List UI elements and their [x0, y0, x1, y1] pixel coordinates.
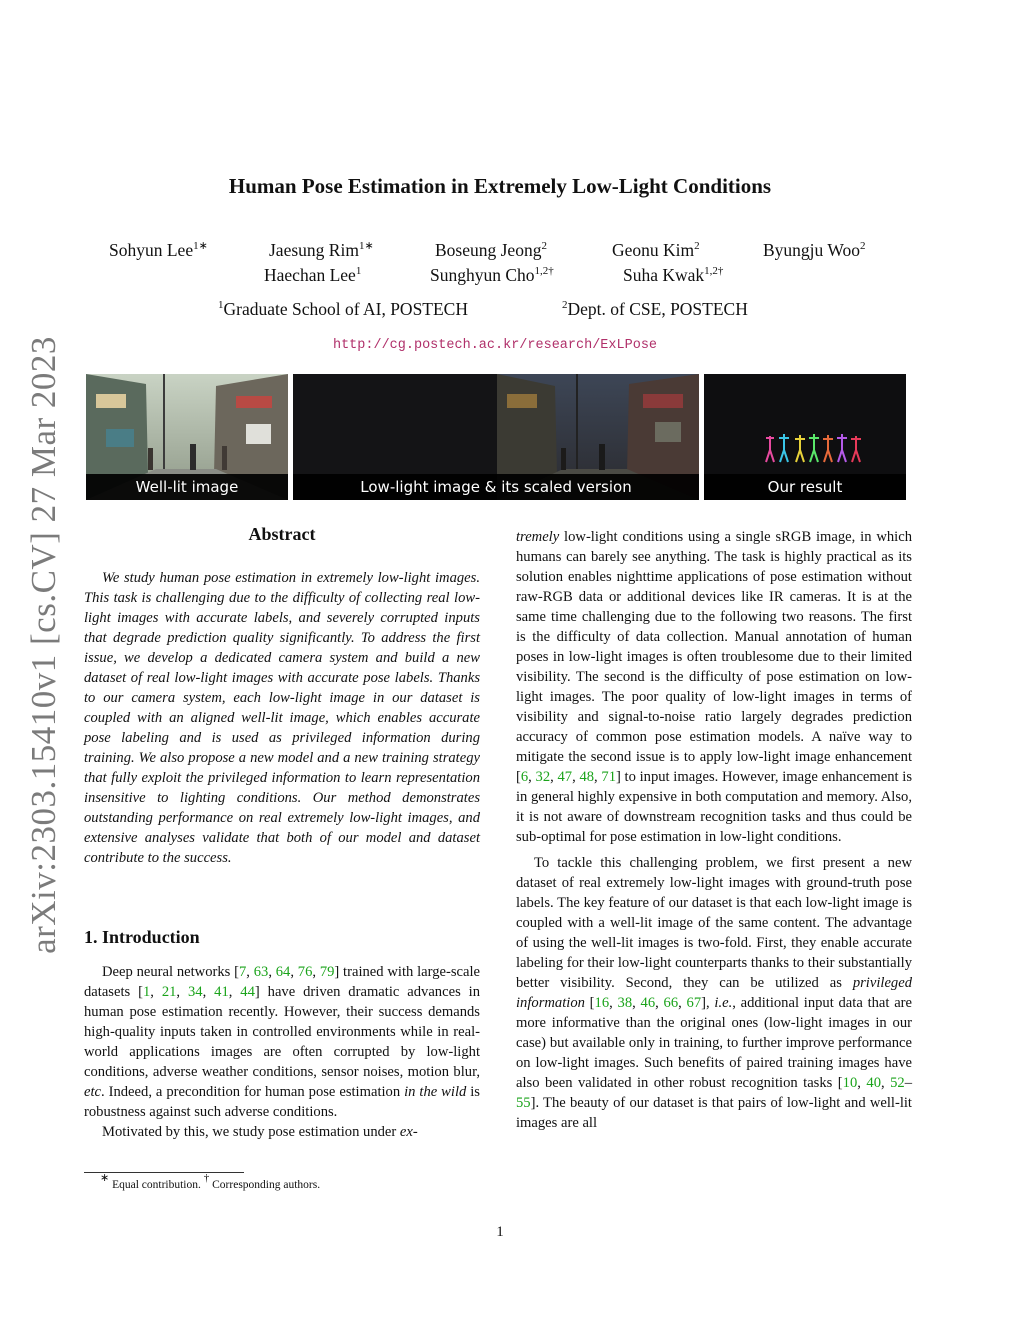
citation-link[interactable]: 41 — [214, 984, 229, 1000]
citation-link[interactable]: 6 — [520, 769, 529, 785]
paper-title: Human Pose Estimation in Extremely Low-Light Conditions — [228, 174, 772, 198]
author-name: Geonu Kim$^2$ — [612, 240, 700, 260]
arxiv-identifier: arXiv:2303.15410v1 [cs.CV] 27 Mar 2023 — [24, 336, 63, 954]
abstract-body — [84, 568, 480, 868]
author-name: Jaesung Rim$^{1∗}$ — [269, 240, 374, 260]
right-paragraph-1: tremely low-light conditions using a single sRGB image, in which humans can barely see anything. The task is highly practical as its solution enables nighttime applications of pose estimation without raw-RGB data or additional devices like IR cameras. It is at the same time challenging due to the following two reasons. The first is the difficulty of data collection. Manual annotation of human poses in low-light images is often troublesome due to their limited visibility. The second is the difficulty of pose estimation on low-light images. The poor quality of low-light images in terms of visibility and signal-to-noise ratio largely degrades prediction accuracy of common pose estimation models. A naïve way to mitigate the second issue is to apply low-light image enhancement [6, 32, 47, 48, 71] to input images. However, image enhancement is in general highly expensive in both computation and memory. Also, it is not aware of downstream recognition tasks and thus could be sub-optimal for pose estimation in low-light conditions. — [516, 529, 913, 845]
author-name: Boseung Jeong$^2$ — [435, 240, 547, 260]
citation-link[interactable]: 7 — [238, 964, 247, 980]
introduction-body — [84, 962, 480, 1142]
footnote: ∗ Equal contribution. † Corresponding authors. — [100, 1172, 321, 1191]
citation-link[interactable]: 67 — [686, 995, 702, 1011]
author-name: Sunghyun Cho$^{1,2\dagger}$ — [430, 265, 554, 285]
figure-caption: Low-light image & its scaled version — [293, 474, 699, 500]
abstract-text: We study human pose estimation in extremely low-light images. This task is challenging due to the difficulty of collecting real low-light images with accurate labels, and severely corrupted inputs that degrade prediction quality significantly. To address the first issue, we develop a dedicated camera system and build a new dataset of real low-light images with accurate pose labels. Thanks to our camera system, each low-light image in our dataset is coupled with an aligned well-lit image, which enables accurate pose labeling and is used as privileged information during training. We also propose a new model and a new training strategy that fully exploit the privileged information to learn representation insensitive to lighting conditions. Our method demonstrates outstanding performance on real extremely low-light images, and extensive analyses validate that both of our model and dataset contribute to the success. — [84, 570, 480, 866]
project-url[interactable]: http://cg.postech.ac.kr/research/ExLPose — [332, 338, 658, 353]
citation-link[interactable]: 34 — [187, 984, 203, 1000]
intro-paragraph-1: Deep neural networks [7, 63, 64, 76, 79] trained with large-scale datasets [1, 21, 34, 41, 44] have driven dramatic advances in human pose estimation recently. However, their success demands high-quality inputs taken in controlled environments while in real-world applications images are often corrupted by low-light conditions, adverse weather conditions, sensor noises, motion blur, etc. Indeed, a precondition for human pose estimation in the wild is robustness against such adverse conditions. — [84, 964, 481, 1120]
citation-link[interactable]: 48 — [579, 769, 595, 785]
figure-well-lit-image — [86, 374, 288, 500]
citation-link[interactable]: 76 — [297, 964, 313, 980]
affiliation: $^2$Dept. of CSE, POSTECH — [562, 299, 748, 319]
citation-link[interactable]: 46 — [640, 995, 656, 1011]
figure-low-light-image — [293, 374, 699, 500]
page-number: 1 — [496, 1224, 504, 1240]
citation-link[interactable]: 38 — [617, 995, 633, 1011]
citation-link[interactable]: 16 — [594, 995, 610, 1011]
citation-link[interactable]: 64 — [275, 964, 291, 980]
right-column-body — [516, 527, 912, 1133]
affiliation: $^1$Graduate School of AI, POSTECH — [218, 299, 468, 319]
citation-link[interactable]: 66 — [663, 995, 679, 1011]
author-name: Byungju Woo$^2$ — [763, 240, 866, 260]
section-heading-introduction: 1. Introduction — [84, 927, 200, 947]
figure-caption: Our result — [704, 474, 906, 500]
author-name: Suha Kwak$^{1,2\dagger}$ — [623, 265, 724, 285]
intro-paragraph-2: Motivated by this, we study pose estimation under ex- — [102, 1124, 418, 1140]
citation-link[interactable]: 71 — [601, 769, 616, 785]
figure-our-result — [704, 374, 906, 500]
citation-link[interactable]: 79 — [319, 964, 335, 980]
citation-link[interactable]: 21 — [161, 984, 177, 1000]
citation-link[interactable]: 32 — [535, 769, 551, 785]
author-name: Haechan Lee$^1$ — [264, 265, 362, 285]
right-paragraph-2: To tackle this challenging problem, we first present a new dataset of real extremely low-light images with ground-truth pose labels. The key feature of our dataset is that each low-light image is coupled with a well-lit image of the same content. The advantage of using the well-lit images is two-fold. First, they enable accurate labeling for their low-light counterparts thanks to their substantially better visibility. Second, they can be utilized as privileged information [16, 38, 46, 66, 67], i.e., additional input data that are more informative than the original ones (low-light images in our case) but available only in training, to further improve performance on low-light images. Such benefits of paired training images have also been validated in other robust recognition tasks [10, 40, 52–55]. The beauty of our dataset is that pairs of low-light and well-lit images are all — [516, 855, 913, 1131]
citation-link[interactable]: 44 — [240, 984, 255, 1000]
figure-caption: Well-lit image — [86, 474, 288, 500]
author-name: Sohyun Lee$^{1∗}$ — [109, 240, 208, 260]
citation-link[interactable]: 40 — [866, 1075, 881, 1091]
citation-link[interactable]: 52 — [890, 1075, 905, 1091]
citation-link[interactable]: 10 — [842, 1075, 858, 1091]
abstract-heading: Abstract — [248, 524, 316, 544]
citation-link[interactable]: 47 — [557, 769, 573, 785]
citation-link[interactable]: 63 — [253, 964, 269, 980]
citation-link[interactable]: 55 — [516, 1095, 531, 1111]
citation-link[interactable]: 1 — [142, 984, 151, 1000]
